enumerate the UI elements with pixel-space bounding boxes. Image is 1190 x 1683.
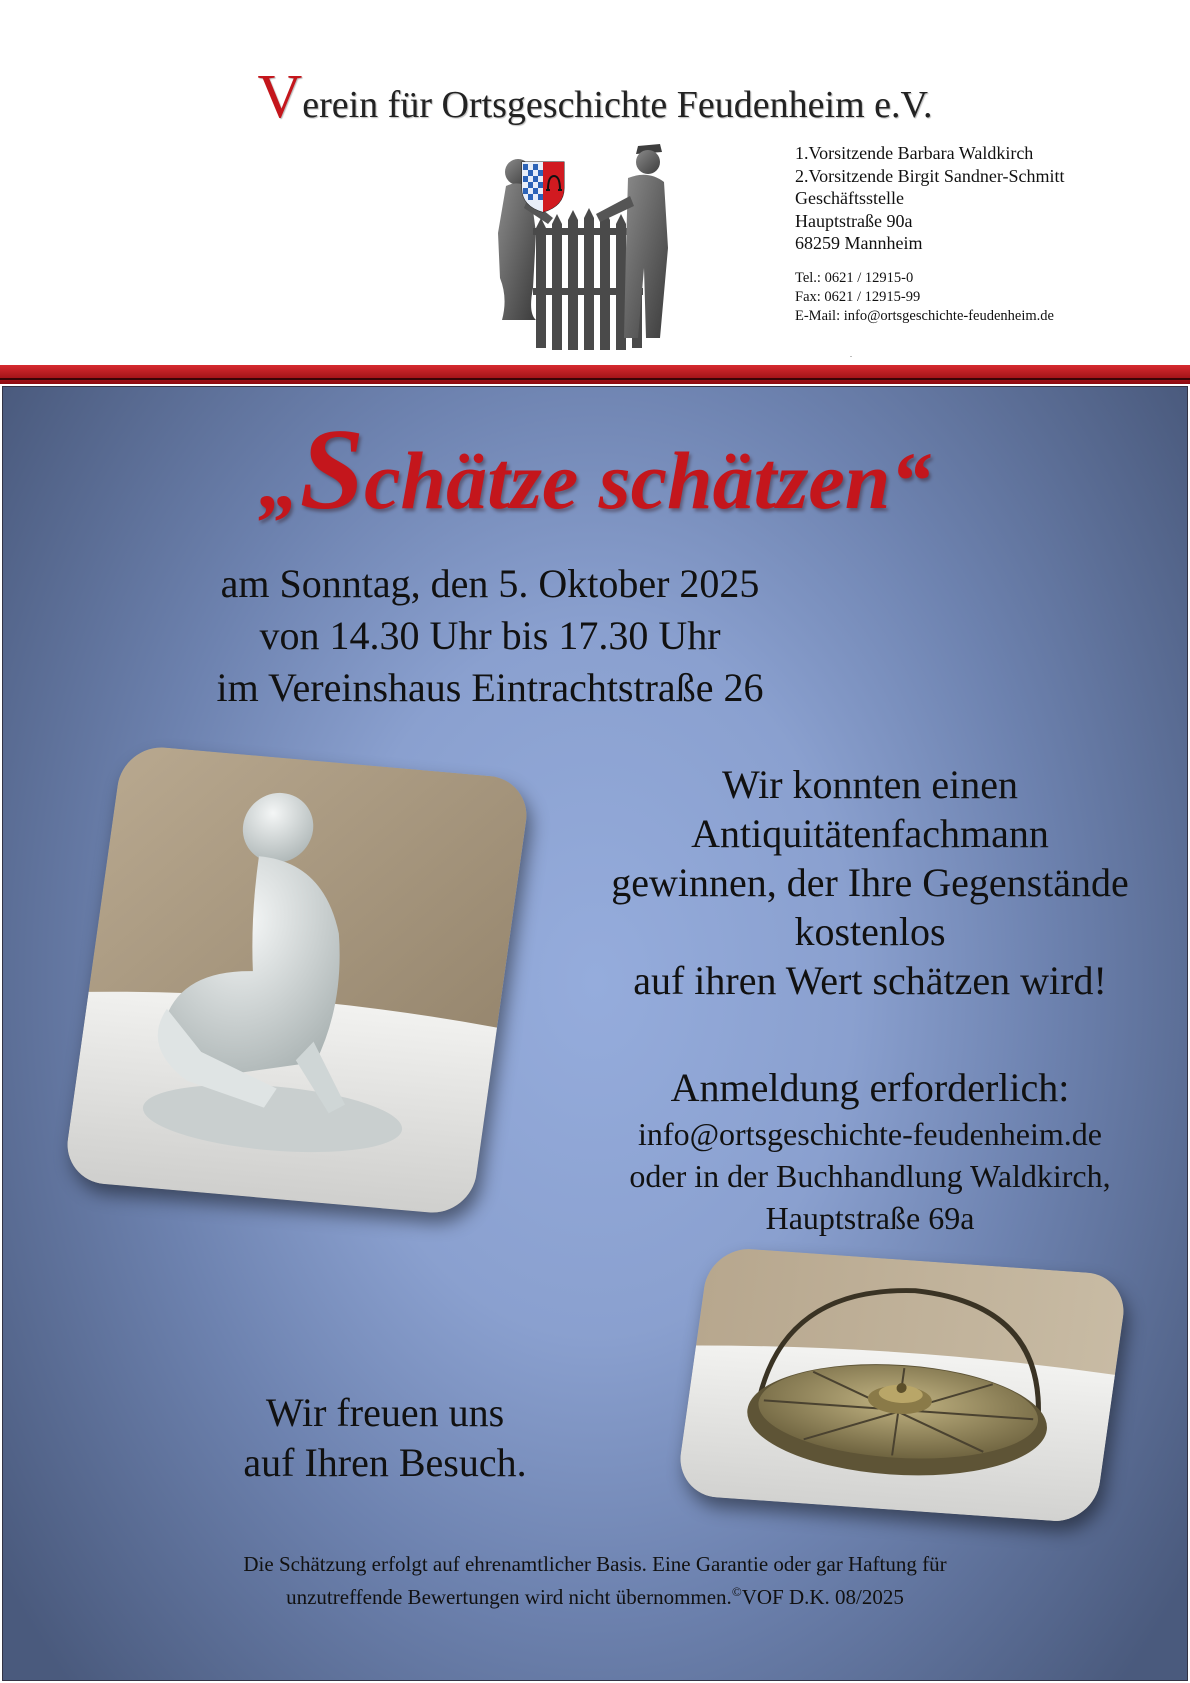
offer-line: Wir konnten einen	[721, 762, 1019, 807]
org-title-initial: V	[257, 63, 303, 131]
copyright-mark: ©	[731, 1584, 742, 1599]
fax: Fax: 0621 / 12915-99	[795, 288, 921, 305]
signup-street: Hauptstraße 69a	[765, 1200, 975, 1236]
poster-title-rest: chätze schätzen“	[364, 435, 932, 526]
disclaimer	[0, 1551, 1190, 1611]
header-divider	[0, 365, 1190, 384]
offer-line: gewinnen, der Ihre Gegenstände	[611, 860, 1129, 905]
signup-alt: oder in der Buchhandlung Waldkirch,	[629, 1158, 1111, 1194]
signup-heading: Anmeldung erforderlich:	[670, 1065, 1070, 1110]
email: E-Mail: info@ortsgeschichte-feudenheim.de	[795, 307, 1054, 324]
disclaimer-line-2-text: unzutreffende Bewertungen wird nicht übernommen.	[286, 1585, 732, 1609]
offer-line: kostenlos	[794, 909, 946, 954]
event-place: im Vereinshaus Eintrachtstraße 26	[216, 665, 764, 710]
poster-title-open-quote: „	[258, 435, 300, 526]
contact-block	[795, 142, 1064, 326]
event-time: von 14.30 Uhr bis 17.30 Uhr	[259, 613, 721, 658]
signup-block	[570, 1063, 1170, 1239]
poster-title	[0, 404, 1190, 537]
disclaimer-line-1: Die Schätzung erfolgt auf ehrenamtlicher Basis. Eine Garantie oder gar Haftung für	[243, 1552, 947, 1576]
org-title	[0, 62, 1190, 133]
disclaimer-line-2	[0, 1578, 1190, 1611]
office-city: 68259 Mannheim	[795, 233, 923, 253]
welcome-line: Wir freuen uns	[265, 1390, 505, 1435]
office-label: Geschäftsstelle	[795, 188, 904, 208]
offer-line: Antiquitätenfachmann	[691, 811, 1049, 856]
event-date: am Sonntag, den 5. Oktober 2025	[220, 561, 760, 606]
office-street: Hauptstraße 90a	[795, 210, 913, 231]
statue-logo-icon	[478, 138, 688, 353]
porcelain-figurine-photo	[62, 744, 532, 1216]
chair-1: 1.Vorsitzende Barbara Waldkirch	[795, 143, 1034, 163]
org-title-rest: erein für Ortsgeschichte Feudenheim e.V.	[302, 84, 933, 126]
disclaimer-credit: VOF D.K. 08/2025	[741, 1585, 904, 1609]
tiny-dot: .	[850, 350, 852, 359]
offer-text	[570, 760, 1170, 1005]
phone: Tel.: 0621 / 12915-0	[795, 269, 914, 286]
chair-2: 2.Vorsitzende Birgit Sandner-Schmitt	[795, 165, 1065, 186]
glass-serving-dish-photo	[675, 1246, 1129, 1523]
event-details	[0, 558, 1190, 714]
welcome-text	[190, 1388, 580, 1488]
offer-line: auf ihren Wert schätzen wird!	[633, 958, 1107, 1003]
poster-title-initial: S	[299, 406, 365, 534]
welcome-line: auf Ihren Besuch.	[243, 1440, 527, 1485]
signup-email: info@ortsgeschichte-feudenheim.de	[638, 1116, 1102, 1152]
